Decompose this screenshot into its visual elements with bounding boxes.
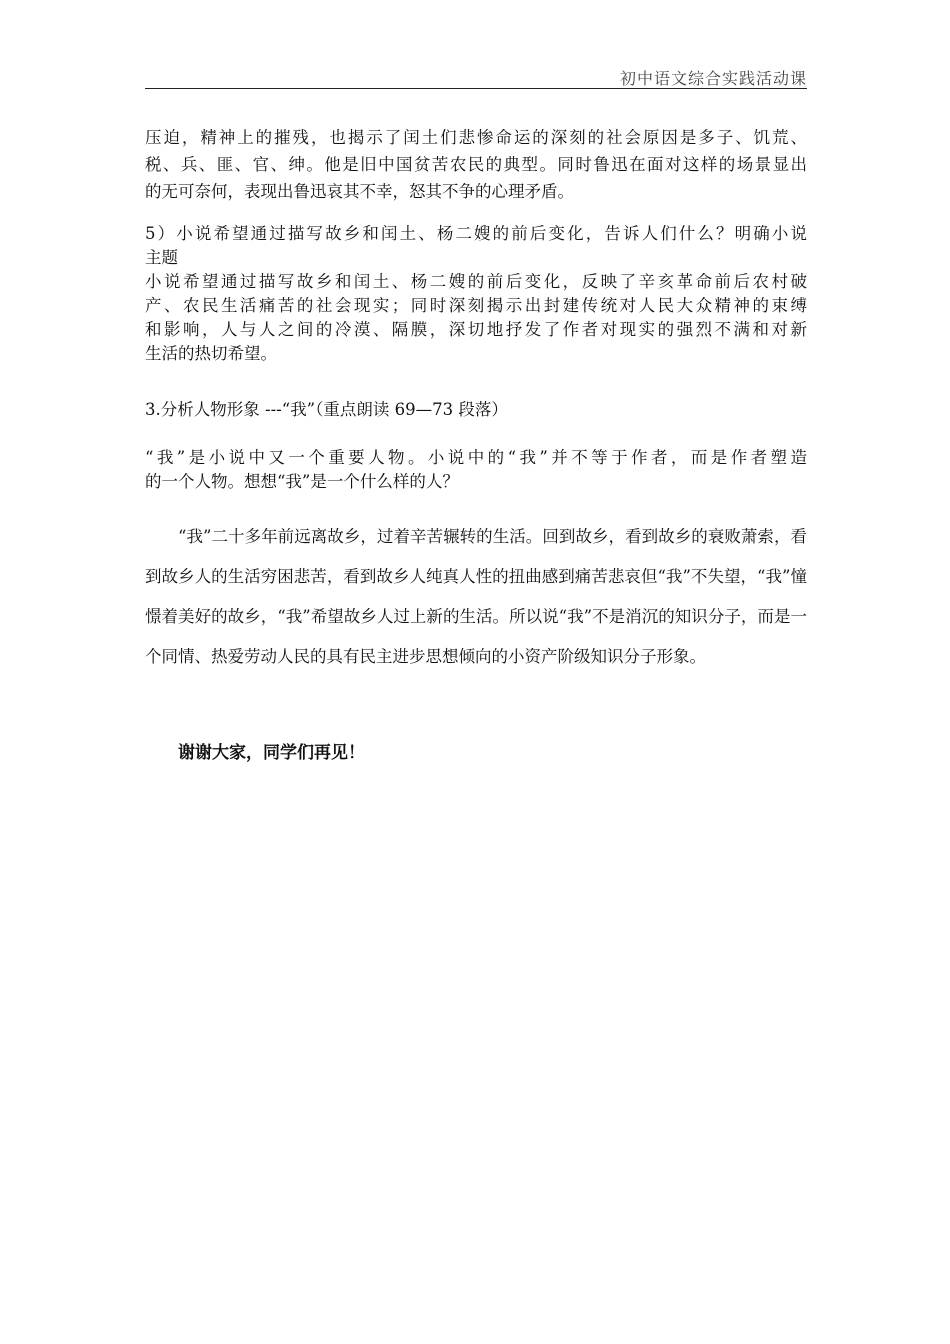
closing-remark: 谢谢大家，同学们再见！ [178, 743, 365, 763]
text-line: “我”是小说中又一个重要人物。小说中的“我”并不等于作者，而是作者塑造 [145, 448, 807, 467]
text-line: 产、农民生活痛苦的社会现实；同时深刻揭示出封建传统对人民大众精神的束缚 [145, 296, 807, 315]
paragraph-narrator-analysis: “我”二十多年前远离故乡，过着辛苦辗转的生活。回到故乡，看到故乡的衰败萧索，看到故乡人的生活穷困悲苦，看到故乡人纯真人性的扭曲感到痛苦悲哀但“我”不失望，“我”憧憬着美好的故乡，“我”希望故乡人过上新的生活。所以说“我”不是消沉的知识分子，而是一个同情、热爱劳动人民的具有民主进步思想倾向的小资产阶级知识分子形象。 [145, 527, 807, 666]
paragraph-theme-question [145, 222, 807, 366]
text-line: 生活的热切希望。 [145, 344, 277, 363]
paragraph-narrator-intro [145, 446, 807, 494]
text-line: 的一个人物。想想“我”是一个什么样的人？ [145, 472, 459, 491]
text-line: 的无可奈何，表现出鲁迅哀其不幸，怒其不争的心理矛盾。 [145, 182, 574, 201]
text-line: 5）小说希望通过描写故乡和闰土、杨二嫂的前后变化，告诉人们什么？明确小说 [145, 224, 807, 243]
text-line: 小说希望通过描写故乡和闰土、杨二嫂的前后变化，反映了辛亥革命前后农村破 [145, 272, 807, 291]
section-heading [145, 398, 807, 422]
paragraph-character-analysis [145, 124, 807, 205]
header-divider [145, 88, 807, 89]
text-line: 主题 [145, 248, 178, 267]
text-line: 3.分析人物形象 ---“我”（重点朗读 69—73 段落） [145, 400, 508, 419]
text-line: 税、兵、匪、官、绅。他是旧中国贫苦农民的典型。同时鲁迅在面对这样的场景显出 [145, 155, 807, 174]
text-line: 和影响，人与人之间的冷漠、隔膜，深切地抒发了作者对现实的强烈不满和对新 [145, 320, 807, 339]
text-line: 压迫，精神上的摧残，也揭示了闰土们悲惨命运的深刻的社会原因是多子、饥荒、 [145, 128, 807, 147]
page-header-title: 初中语文综合实践活动课 [619, 69, 807, 88]
